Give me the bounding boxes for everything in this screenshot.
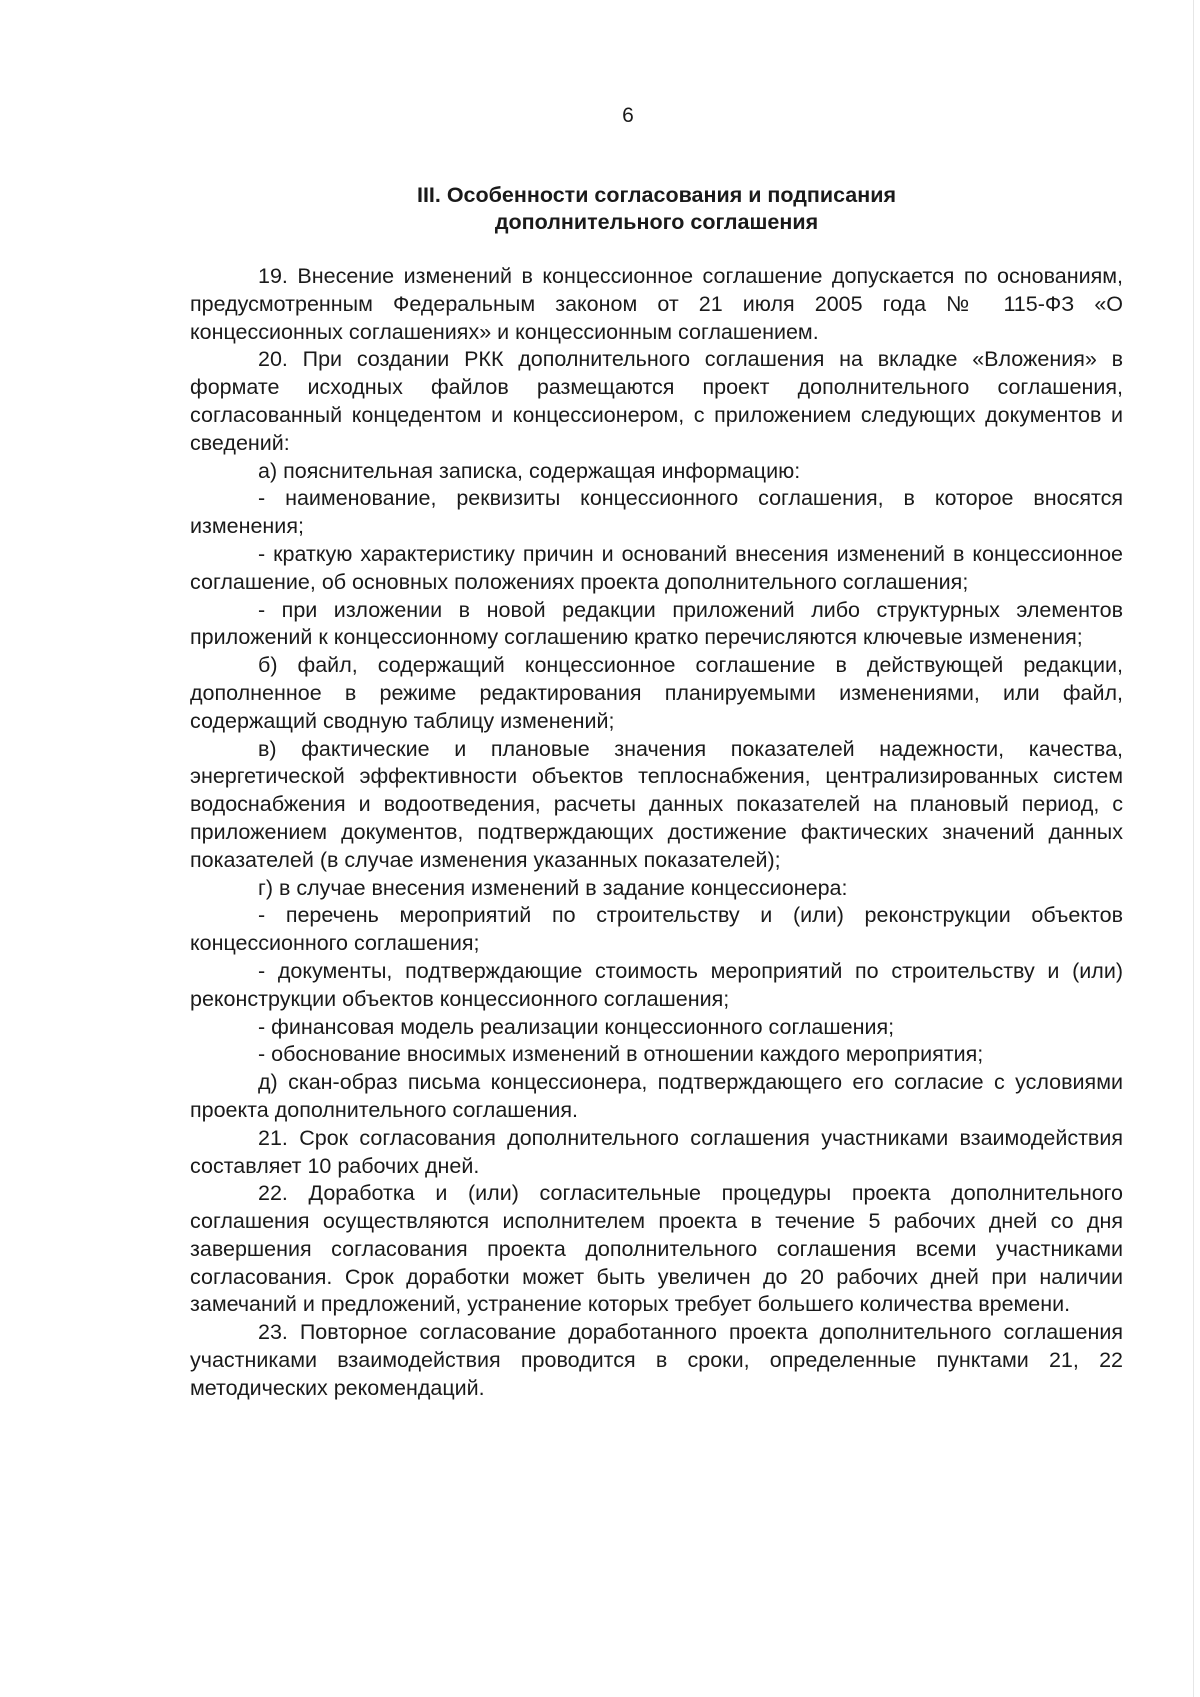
paragraph: в) фактические и плановые значения показателей надежности, качества, энергетической эффективности объектов теплоснабжения, централизированных систем водоснабжения и водоотведения, расчеты данных показателей на плановый период, с приложением документов, подтверждающих достижение фактических значений данных показателей (в случае изменения указанных показателей); — [190, 736, 1123, 872]
paragraph: 19. Внесение изменений в концессионное соглашение допускается по основаниям, предусмотренным Федеральным законом от 21 июля 2005 года № 115-ФЗ «О концессионных соглашениях» и концессионным соглашением. — [190, 264, 1123, 344]
paragraph: - краткую характеристику причин и оснований внесения изменений в концессионное соглашение, об основных положениях проекта дополнительного соглашения; — [190, 541, 1123, 594]
section-heading — [190, 182, 1123, 236]
page-edge — [1193, 0, 1194, 1697]
paragraph: д) скан-образ письма концессионера, подтверждающего его согласие с условиями проекта дополнительного соглашения. — [190, 1070, 1123, 1122]
paragraph: 23. Повторное согласование доработанного проекта дополнительного соглашения участниками взаимодействия проводится в сроки, определенные пунктами 21, 22 методических рекомендаций. — [190, 1320, 1123, 1400]
paragraph: 22. Доработка и (или) согласительные процедуры проекта дополнительного соглашения осуществляются исполнителем проекта в течение 5 рабочих дней со дня завершения согласования проекта дополнительного соглашения всеми участниками согласования. Срок доработки может быть увеличен до 20 рабочих дней при наличии замечаний и предложений, устранение которых требует большего количества времени. — [190, 1181, 1123, 1317]
paragraph: - обоснование вносимых изменений в отношении каждого мероприятия; — [258, 1042, 984, 1067]
paragraph: - финансовая модель реализации концессионного соглашения; — [258, 1014, 895, 1039]
page-number: 6 — [622, 104, 634, 127]
document-body — [190, 263, 1123, 1403]
section-heading-line-1: III. Особенности согласования и подписания — [416, 183, 897, 207]
paragraph: г) в случае внесения изменений в задание концессионера: — [258, 875, 848, 900]
paragraph: - документы, подтверждающие стоимость мероприятий по строительству и (или) реконструкции объектов концессионного соглашения; — [190, 958, 1123, 1011]
section-heading-line-2: дополнительного соглашения — [494, 210, 819, 234]
paragraph: б) файл, содержащий концессионное соглашение в действующей редакции, дополненное в режиме редактирования планируемыми изменениями, или файл, содержащий сводную таблицу изменений; — [190, 653, 1123, 733]
paragraph: - наименование, реквизиты концессионного соглашения, в которое вносятся изменения; — [190, 486, 1123, 539]
paragraph: - перечень мероприятий по строительству и (или) реконструкции объектов концессионного соглашения; — [190, 903, 1123, 956]
paragraph: - при изложении в новой редакции приложений либо структурных элементов приложений к концессионному соглашению кратко перечисляются ключевые изменения; — [190, 597, 1123, 650]
paragraph: а) пояснительная записка, содержащая информацию: — [258, 458, 801, 483]
paragraph: 20. При создании РКК дополнительного соглашения на вкладке «Вложения» в формате исходных файлов размещаются проект дополнительного соглашения, согласованный концедентом и концессионером, с приложением следующих документов и сведений: — [190, 347, 1123, 455]
paragraph: 21. Срок согласования дополнительного соглашения участниками взаимодействия составляет 10 рабочих дней. — [190, 1125, 1123, 1178]
